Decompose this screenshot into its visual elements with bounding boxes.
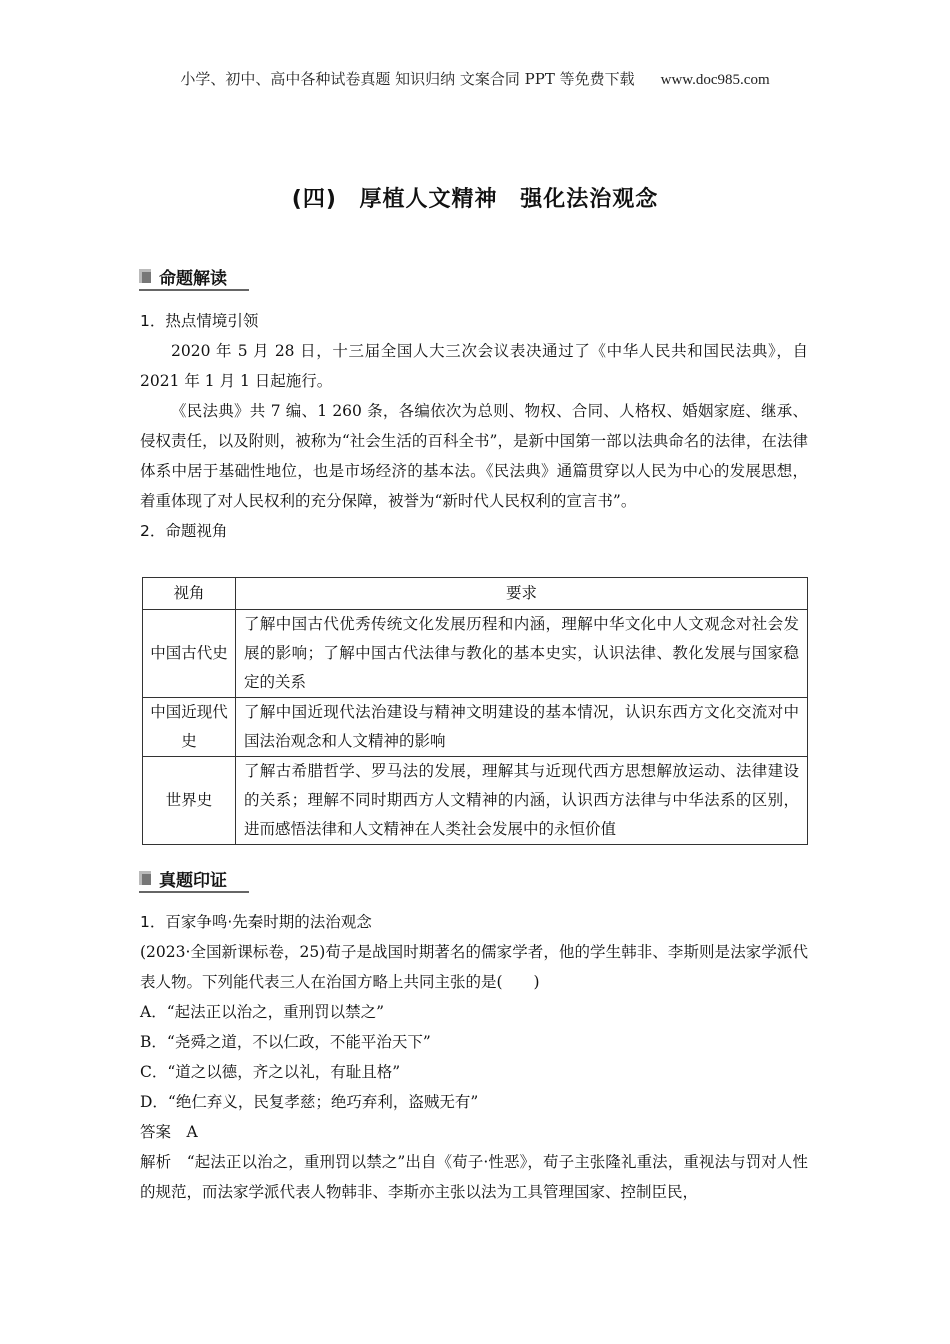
table-cell-requirement: 了解中国古代优秀传统文化发展历程和内涵，理解中华文化中人文观念对社会发展的影响；了解中国古代法律与教化的基本史实，认识法律、教化发展与国家稳定的关系 (236, 610, 808, 698)
item-title: 1．百家争鸣·先秦时期的法治观念 (140, 913, 372, 931)
table-cell-perspective: 中国近现代史 (143, 698, 236, 757)
option-c: C．“道之以德，齐之以礼，有耻且格” (140, 1063, 401, 1081)
perspective-table (142, 577, 808, 845)
item-title: 2．命题视角 (140, 522, 228, 540)
table-header: 视角 (143, 578, 236, 610)
table-header: 要求 (236, 578, 808, 610)
option-a: A．“起法正以治之，重刑罚以禁之” (140, 1003, 385, 1021)
analysis-label: 解析 (140, 1153, 172, 1171)
header-url[interactable]: www.doc985.com (660, 72, 770, 88)
header-text: 小学、初中、高中各种试卷真题 知识归纳 文案合同 PPT 等免费下载 (180, 70, 635, 88)
table-cell-requirement: 了解古希腊哲学、罗马法的发展，理解其与近现代西方思想解放运动、法律建设的关系；理解不同时期西方人文精神的内涵，认识西方法律与中华法系的区别，进而感悟法律和人文精神在人类社会发展中的永恒价值 (236, 757, 808, 845)
answer-value: A (186, 1123, 198, 1141)
item-title: 1．热点情境引领 (140, 312, 259, 330)
table-header-row (143, 578, 808, 610)
page-title: (四) 厚植人文精神 强化法治观念 (291, 187, 659, 212)
document-icon (139, 871, 151, 885)
paragraph: 2020 年 5 月 28 日，十三届全国人大三次会议表决通过了《中华人民共和国民法典》，自 2021 年 1 月 1 日起施行。 (140, 342, 808, 390)
table-row (143, 610, 808, 698)
section-heading-real-exam (139, 865, 249, 893)
option-d: D．“绝仁弃义，民复孝慈；绝巧弃利，盗贼无有” (140, 1093, 479, 1111)
answer (140, 1117, 808, 1147)
question-stem: (2023·全国新课标卷，25)荀子是战国时期著名的儒家学者，他的学生韩非、李斯则是法家学派代表人物。下列能代表三人在治国方略上共同主张的是( ) (140, 943, 808, 991)
page-header (0, 68, 950, 89)
table-cell-perspective: 中国古代史 (143, 610, 236, 698)
document-icon (139, 269, 151, 283)
analysis-text: “起法正以治之，重刑罚以禁之”出自《荀子·性恶》，荀子主张隆礼重法，重视法与罚对人性的规范，而法家学派代表人物韩非、李斯亦主张以法为工具管理国家、控制臣民， (140, 1153, 808, 1201)
paragraph: 《民法典》共 7 编、1 260 条，各编依次为总则、物权、合同、人格权、婚姻家庭、继承、侵权责任，以及附则，被称为“社会生活的百科全书”，是新中国第一部以法典命名的法律，在法律体系中居于基础性地位，也是市场经济的基本法。《民法典》通篇贯穿以人民为中心的发展思想，着重体现了对人民权利的充分保障，被誉为“新时代人民权利的宣言书”。 (140, 402, 808, 510)
answer-label: 答案 (140, 1123, 172, 1141)
table-cell-requirement: 了解中国近现代法治建设与精神文明建设的基本情况，认识东西方文化交流对中国法治观念和人文精神的影响 (236, 698, 808, 757)
section-heading-text: 命题解读 (159, 268, 227, 289)
table-row (143, 698, 808, 757)
table-row (143, 757, 808, 845)
section-heading-interpretation (139, 263, 249, 291)
analysis (140, 1147, 808, 1207)
section-heading-text: 真题印证 (159, 870, 227, 891)
option-b: B．“尧舜之道，不以仁政，不能平治天下” (140, 1033, 431, 1051)
table-cell-perspective: 世界史 (143, 757, 236, 845)
section-interpretation-body (140, 306, 808, 546)
section-real-exam-body (140, 907, 808, 1207)
